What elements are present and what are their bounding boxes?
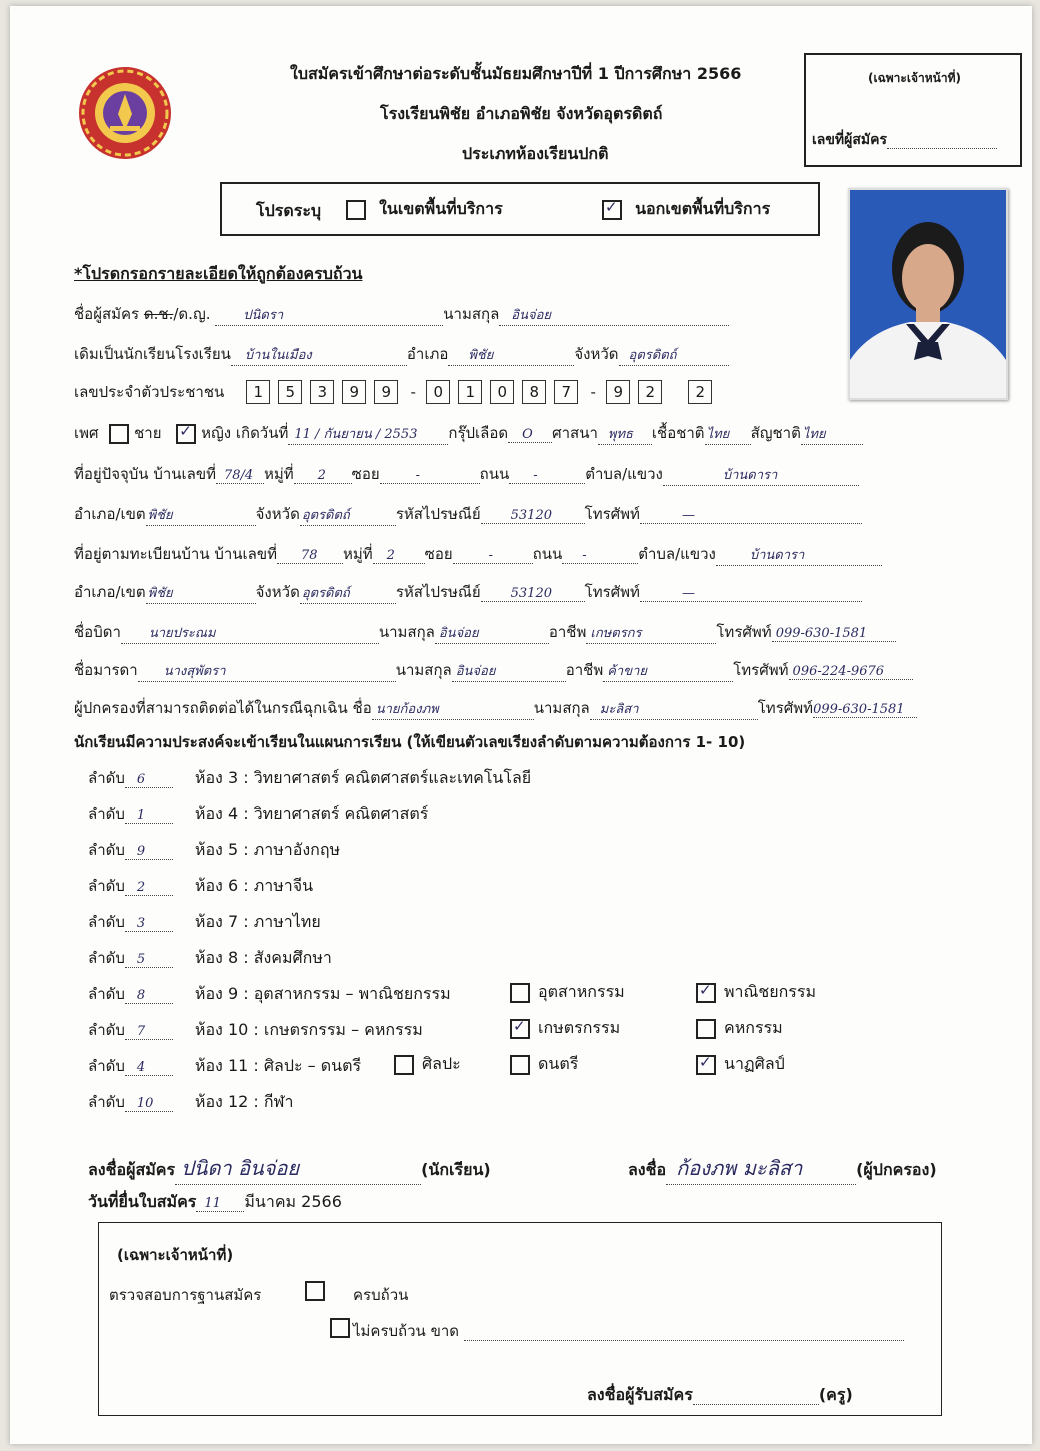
plan-room: ห้อง 12 : กีฬา [194, 1092, 294, 1111]
plan-order-field[interactable]: 2 [125, 877, 173, 896]
registered-road-field[interactable]: - [562, 545, 638, 564]
plan-option-label: พาณิชยกรรม [724, 982, 817, 1001]
first-name-field[interactable]: ปนิดรา [215, 304, 443, 326]
plan-room: ห้อง 3 : วิทยาศาสตร์ คณิตศาสตร์และเทคโนโลยี [194, 768, 532, 787]
office-check-box [98, 1222, 942, 1416]
applicant-number-label: เลขที่ผู้สมัคร [812, 129, 997, 151]
male-checkbox[interactable] [109, 424, 129, 444]
mother-name-field[interactable]: นางสุพัตรา [138, 660, 396, 682]
office-number-box [804, 53, 1022, 167]
current-subdistrict-field[interactable]: บ้านดารา [663, 464, 859, 486]
plan-row [88, 838, 340, 863]
plan-order-field[interactable]: 9 [125, 841, 173, 860]
previous-school-field[interactable]: บ้านในเมือง [231, 344, 407, 366]
school-logo [76, 64, 174, 162]
registered-district-field[interactable]: พิชัย [146, 582, 256, 604]
registered-house-no-field[interactable]: 78 [277, 545, 343, 564]
plan-row [88, 946, 332, 971]
plan-option-checkbox[interactable] [510, 1019, 530, 1039]
id-digit: 1 [458, 380, 482, 404]
registered-address-row-1: ที่อยู่ตามทะเบียนบ้าน บ้านเลขที่ 78 หมู่ที่ 2 ซอย - ถนน - ตำบล/แขวง บ้านดารา [74, 542, 882, 566]
current-postal-field[interactable]: 53120 [481, 505, 585, 524]
plan-option[interactable] [510, 1052, 578, 1077]
plan-option-label: เกษตรกรรม [538, 1018, 621, 1037]
id-number-field[interactable] [246, 383, 720, 401]
plan-option[interactable] [696, 980, 816, 1005]
plan-option[interactable] [696, 1052, 785, 1077]
current-phone-field[interactable]: — [640, 505, 862, 524]
plan-order-label: ลำดับ [88, 1021, 125, 1039]
out-area-label: นอกเขตพื้นที่บริการ [635, 199, 771, 218]
id-digit: 9 [606, 380, 630, 404]
name-row: ชื่อผู้สมัคร ด.ช./ด.ญ. ปนิดรา นามสกุล อินจ่อย [74, 302, 729, 326]
religion-field[interactable]: พุทธ [598, 423, 652, 445]
in-area-option[interactable] [346, 197, 503, 222]
plan-row [88, 910, 321, 935]
plan-room: ห้อง 4 : วิทยาศาสตร์ คณิตศาสตร์ [194, 804, 429, 823]
in-area-checkbox[interactable] [346, 200, 366, 220]
previous-school-row: เดิมเป็นนักเรียนโรงเรียน บ้านในเมือง อำเภอ พิชัย จังหวัด อุตรดิตถ์ [74, 342, 729, 366]
plan-room: ห้อง 10 : เกษตรกรรม – คหกรรม [194, 1020, 423, 1039]
id-digit: 9 [342, 380, 366, 404]
plan-order-label: ลำดับ [88, 949, 125, 967]
applicant-signature-row: ลงชื่อผู้สมัคร ปนิดา อินจ่อย (นักเรียน) [88, 1152, 491, 1185]
mother-row: ชื่อมารดา นางสุพัตรา นามสกุล อินจ่อย อาชีพ ค้าขาย โทรศัพท์ 096-224-9676 [74, 658, 913, 682]
plan-room: ห้อง 9 : อุตสาหกรรม – พาณิชยกรรม [194, 984, 451, 1003]
current-road-field[interactable]: - [509, 465, 585, 484]
office-section-title: (เฉพาะเจ้าหน้าที่) [117, 1246, 234, 1264]
plan-option-checkbox[interactable] [510, 1055, 530, 1075]
plan-order-field[interactable]: 10 [125, 1093, 173, 1112]
id-digit: 0 [426, 380, 450, 404]
plan-option[interactable] [510, 1016, 620, 1041]
service-area-box [220, 182, 820, 236]
plan-row [88, 1018, 423, 1043]
father-phone-field[interactable]: 099-630-1581 [772, 623, 896, 642]
registered-address-row-2: อำเภอ/เขต พิชัย จังหวัด อุตรดิตถ์ รหัสไปรษณีย์ 53120 โทรศัพท์ — [74, 580, 862, 604]
plan-option-label: ศิลปะ [422, 1054, 461, 1073]
complete-label: ครบถ้วน [353, 1286, 409, 1304]
id-digit: 2 [638, 380, 662, 404]
current-address-row-2: อำเภอ/เขต พิชัย จังหวัด อุตรดิตถ์ รหัสไปรษณีย์ 53120 โทรศัพท์ — [74, 502, 862, 526]
school-district-field[interactable]: พิชัย [448, 344, 574, 366]
plan-order-label: ลำดับ [88, 877, 125, 895]
plan-order-field[interactable]: 5 [125, 949, 173, 968]
incomplete-label: ไม่ครบถ้วน ขาด [353, 1319, 904, 1343]
applicant-photo [848, 188, 1008, 400]
plan-heading: นักเรียนมีความประสงค์จะเข้าเรียนในแผนการเรียน (ให้เขียนตัวเลขเรียงลำดับตามความต้องการ 1- 10) [74, 733, 746, 751]
current-address-row-1: ที่อยู่ปัจจุบัน บ้านเลขที่ 78/4 หมู่ที่ 2 ซอย - ถนน - ตำบล/แขวง บ้านดารา [74, 462, 859, 486]
plan-option-checkbox[interactable] [394, 1055, 414, 1075]
plan-order-field[interactable]: 3 [125, 913, 173, 932]
plan-option-checkbox[interactable] [696, 1055, 716, 1075]
in-area-label: ในเขตพื้นที่บริการ [379, 199, 503, 218]
plan-order-label: ลำดับ [88, 985, 125, 1003]
plan-option[interactable] [696, 1016, 783, 1041]
id-digit: 1 [246, 380, 270, 404]
application-form [10, 6, 1032, 1444]
guardian-signature-row: ลงชื่อ ก้องภพ มะลิสา (ผู้ปกครอง) [628, 1152, 937, 1185]
guardian-row: ผู้ปกครองที่สามารถติดต่อได้ในกรณีฉุกเฉิน ชื่อ นายก้องภพ นามสกุล มะลิสา โทรศัพท์099-630-1581 [74, 696, 917, 720]
guardian-signature-field[interactable]: ก้องภพ มะลิสา [666, 1152, 856, 1185]
father-name-field[interactable]: นายประณม [121, 622, 379, 644]
current-moo-field[interactable]: 2 [294, 465, 352, 484]
out-area-option[interactable] [602, 197, 770, 222]
mother-phone-field[interactable]: 096-224-9676 [789, 661, 913, 680]
school-province-field[interactable]: อุตรดิตถ์ [619, 344, 729, 366]
plan-order-label: ลำดับ [88, 769, 125, 787]
plan-option-checkbox[interactable] [696, 983, 716, 1003]
id-digit: 8 [522, 380, 546, 404]
plan-order-field[interactable]: 4 [125, 1057, 173, 1076]
plan-order-field[interactable]: 8 [125, 985, 173, 1004]
instruction: *โปรดกรอกรายละเอียดให้ถูกต้องครบถ้วน [74, 264, 363, 283]
plan-row [88, 1090, 293, 1115]
plan-order-field[interactable]: 7 [125, 1021, 173, 1040]
guardian-phone-field[interactable]: 099-630-1581 [813, 699, 917, 718]
out-area-checkbox[interactable] [602, 200, 622, 220]
plan-row [88, 1054, 361, 1079]
current-province-field[interactable]: อุตรดิตถ์ [300, 504, 396, 526]
id-row: เลขประจำตัวประชาชน 1 5 3 9 9 - 0 1 0 8 7 - 9 2 2 [74, 380, 720, 404]
complete-checkbox[interactable] [305, 1281, 325, 1301]
registered-phone-field[interactable]: — [640, 583, 862, 602]
school-name: โรงเรียนพิชัย อำเภอพิชัย จังหวัดอุตรดิตถ์ [380, 104, 663, 123]
plan-row [88, 802, 428, 827]
plan-option-checkbox[interactable] [510, 983, 530, 1003]
plan-order-label: ลำดับ [88, 1057, 125, 1075]
prefix-girl: /ด.ญ. [173, 305, 211, 323]
id-digit: 5 [278, 380, 302, 404]
office-only-label: (เฉพาะเจ้าหน้าที่) [868, 71, 961, 85]
plan-row [88, 874, 313, 899]
dob-field[interactable]: 11 / กันยายน / 2553 [288, 423, 448, 445]
id-digit: 2 [688, 380, 712, 404]
blood-field[interactable]: O [508, 424, 552, 443]
guardian-surname-field[interactable]: มะลิสา [590, 698, 758, 720]
plan-room: ห้อง 7 : ภาษาไทย [194, 912, 321, 931]
plan-order-label: ลำดับ [88, 913, 125, 931]
applicant-number-field[interactable] [887, 132, 997, 149]
id-digit: 9 [374, 380, 398, 404]
plan-option[interactable] [510, 980, 625, 1005]
plan-option-checkbox[interactable] [696, 1019, 716, 1039]
plan-room: ห้อง 11 : ศิลปะ – ดนตรี [194, 1056, 362, 1075]
nationality-field[interactable]: ไทย [801, 423, 863, 445]
plan-room: ห้อง 8 : สังคมศึกษา [194, 948, 332, 967]
current-soi-field[interactable]: - [380, 465, 480, 484]
receiver-signature-field[interactable] [693, 1385, 819, 1405]
plan-order-label: ลำดับ [88, 1093, 125, 1111]
area-label: โปรดระบุ [256, 201, 322, 220]
mother-job-field[interactable]: ค้าขาย [603, 660, 733, 682]
gender-dob-row: เพศ ชาย ✓ หญิง เกิดวันที่ 11 / กันยายน / 2553 กรุ๊ปเลือด O ศาสนา พุทธ เชื้อชาติ ไทย สัญชาติ ไทย [74, 421, 863, 445]
father-surname-field[interactable]: อินจ่อย [435, 622, 549, 644]
mother-surname-field[interactable]: อินจ่อย [452, 660, 566, 682]
registered-postal-field[interactable]: 53120 [481, 583, 585, 602]
applicant-signature-field[interactable]: ปนิดา อินจ่อย [175, 1152, 421, 1185]
id-separator: - [590, 383, 596, 401]
submit-date-row: วันที่ยื่นใบสมัคร 11 มีนาคม 2566 [88, 1192, 342, 1211]
id-separator: - [410, 383, 416, 401]
race-field[interactable]: ไทย [705, 423, 751, 445]
registered-province-field[interactable]: อุตรดิตถ์ [300, 582, 396, 604]
plan-row [88, 766, 531, 791]
class-type: ประเภทห้องเรียนปกติ [462, 144, 609, 163]
plan-order-label: ลำดับ [88, 841, 125, 859]
incomplete-checkbox[interactable] [330, 1318, 350, 1338]
form-title: ใบสมัครเข้าศึกษาต่อระดับชั้นมัธยมศึกษาปีที่ 1 ปีการศึกษา 2566 [290, 64, 742, 83]
surname-field[interactable]: อินจ่อย [499, 304, 729, 326]
registered-moo-field[interactable]: 2 [373, 545, 425, 564]
prefix-boy-struck: ด.ช. [143, 305, 174, 323]
plan-option-label: ดนตรี [538, 1054, 579, 1073]
submit-day-field[interactable]: 11 [196, 1192, 244, 1212]
registered-soi-field[interactable]: - [453, 545, 533, 564]
id-digit: 3 [310, 380, 334, 404]
receiver-signature-row: ลงชื่อผู้รับสมัคร (ครู) [587, 1385, 853, 1404]
plan-row [88, 982, 451, 1007]
id-digit: 7 [554, 380, 578, 404]
missing-items-field[interactable] [464, 1322, 904, 1341]
plan-option[interactable] [394, 1052, 461, 1077]
plan-option-label: คหกรรม [724, 1018, 783, 1037]
current-house-no-field[interactable]: 78/4 [216, 465, 264, 484]
father-row: ชื่อบิดา นายประณม นามสกุล อินจ่อย อาชีพ เกษตรกร โทรศัพท์ 099-630-1581 [74, 620, 896, 644]
plan-option-label: อุตสาหกรรม [538, 982, 625, 1001]
registered-subdistrict-field[interactable]: บ้านดารา [716, 544, 882, 566]
female-checkbox[interactable] [176, 424, 196, 444]
plan-room: ห้อง 5 : ภาษาอังกฤษ [194, 840, 341, 859]
plan-order-field[interactable]: 1 [125, 805, 173, 824]
id-digit: 0 [490, 380, 514, 404]
plan-option-label: นาฏศิลป์ [724, 1054, 785, 1073]
plan-room: ห้อง 6 : ภาษาจีน [194, 876, 314, 895]
office-check-label: ตรวจสอบการฐานสมัคร [109, 1286, 262, 1304]
plan-order-label: ลำดับ [88, 805, 125, 823]
current-district-field[interactable]: พิชัย [146, 504, 256, 526]
guardian-name-field[interactable]: นายก้องภพ [372, 698, 534, 720]
plan-order-field[interactable]: 6 [125, 769, 173, 788]
father-job-field[interactable]: เกษตรกร [586, 622, 716, 644]
